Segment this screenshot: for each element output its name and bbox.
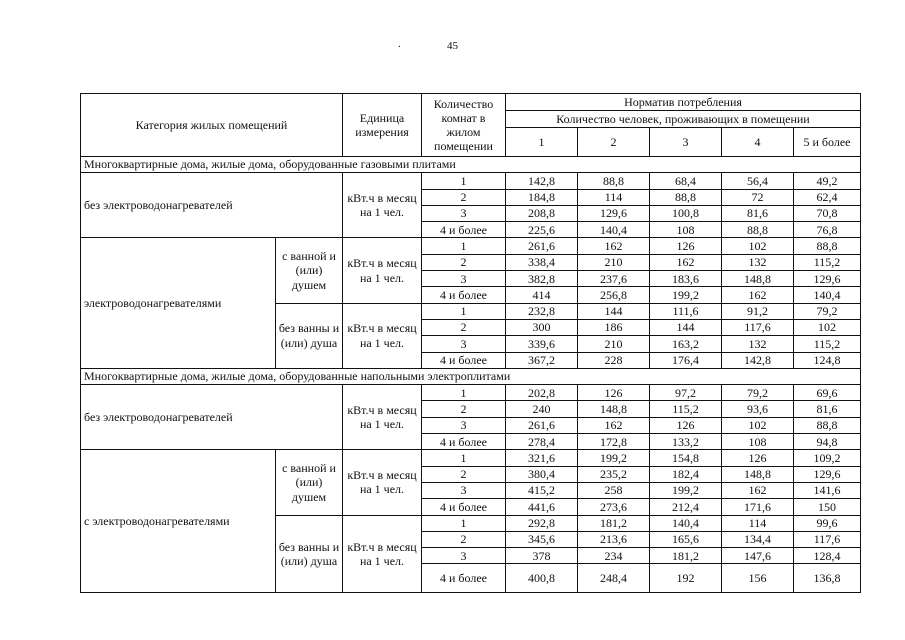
value-cell: 76,8 bbox=[794, 222, 861, 238]
value-cell: 70,8 bbox=[794, 205, 861, 221]
subgroup-label: с ванной и (или) душем bbox=[276, 450, 343, 515]
value-cell: 148,8 bbox=[722, 466, 794, 482]
rooms-cell: 1 bbox=[422, 385, 506, 401]
value-cell: 210 bbox=[578, 254, 650, 270]
value-cell: 441,6 bbox=[506, 499, 578, 515]
rooms-cell: 3 bbox=[422, 205, 506, 221]
value-cell: 144 bbox=[650, 319, 722, 335]
value-cell: 133,2 bbox=[650, 434, 722, 450]
value-cell: 117,6 bbox=[794, 531, 861, 547]
header-people: Количество человек, проживающих в помещении bbox=[506, 111, 861, 128]
value-cell: 414 bbox=[506, 287, 578, 303]
value-cell: 62,4 bbox=[794, 189, 861, 205]
value-cell: 345,6 bbox=[506, 531, 578, 547]
page-number: 45 bbox=[447, 40, 458, 52]
value-cell: 162 bbox=[578, 417, 650, 433]
unit-cell: кВт.ч в месяц на 1 чел. bbox=[343, 450, 422, 515]
value-cell: 273,6 bbox=[578, 499, 650, 515]
rooms-cell: 3 bbox=[422, 548, 506, 564]
value-cell: 148,8 bbox=[722, 271, 794, 287]
unit-cell: кВт.ч в месяц на 1 чел. bbox=[343, 238, 422, 303]
header-rooms: Количество комнат в жилом помещении bbox=[422, 94, 506, 157]
rooms-cell: 2 bbox=[422, 319, 506, 335]
value-cell: 199,2 bbox=[650, 482, 722, 498]
value-cell: 256,8 bbox=[578, 287, 650, 303]
value-cell: 142,8 bbox=[722, 352, 794, 368]
value-cell: 88,8 bbox=[794, 238, 861, 254]
value-cell: 415,2 bbox=[506, 482, 578, 498]
value-cell: 338,4 bbox=[506, 254, 578, 270]
value-cell: 232,8 bbox=[506, 303, 578, 319]
value-cell: 278,4 bbox=[506, 434, 578, 450]
value-cell: 102 bbox=[794, 319, 861, 335]
unit-cell: кВт.ч в месяц на 1 чел. bbox=[343, 303, 422, 368]
value-cell: 156 bbox=[722, 564, 794, 593]
rooms-cell: 4 и более bbox=[422, 287, 506, 303]
value-cell: 181,2 bbox=[650, 548, 722, 564]
table-row bbox=[81, 173, 861, 189]
value-cell: 162 bbox=[650, 254, 722, 270]
value-cell: 129,6 bbox=[578, 205, 650, 221]
value-cell: 102 bbox=[722, 417, 794, 433]
value-cell: 199,2 bbox=[578, 450, 650, 466]
value-cell: 134,4 bbox=[722, 531, 794, 547]
value-cell: 142,8 bbox=[506, 173, 578, 189]
value-cell: 162 bbox=[578, 238, 650, 254]
rooms-cell: 3 bbox=[422, 271, 506, 287]
value-cell: 128,4 bbox=[794, 548, 861, 564]
value-cell: 124,8 bbox=[794, 352, 861, 368]
rooms-cell: 4 и более bbox=[422, 222, 506, 238]
table-row bbox=[81, 238, 861, 254]
section-row bbox=[81, 368, 861, 384]
value-cell: 144 bbox=[578, 303, 650, 319]
value-cell: 321,6 bbox=[506, 450, 578, 466]
value-cell: 108 bbox=[722, 434, 794, 450]
value-cell: 176,4 bbox=[650, 352, 722, 368]
value-cell: 237,6 bbox=[578, 271, 650, 287]
header-people-col: 5 и более bbox=[794, 128, 861, 157]
value-cell: 184,8 bbox=[506, 189, 578, 205]
rooms-cell: 2 bbox=[422, 466, 506, 482]
value-cell: 150 bbox=[794, 499, 861, 515]
rooms-cell: 1 bbox=[422, 450, 506, 466]
group-label: электроводонагревателями bbox=[81, 238, 276, 368]
value-cell: 132 bbox=[722, 336, 794, 352]
value-cell: 136,8 bbox=[794, 564, 861, 593]
rooms-cell: 4 и более bbox=[422, 499, 506, 515]
value-cell: 94,8 bbox=[794, 434, 861, 450]
group-label: с электроводонагревателями bbox=[81, 450, 276, 593]
section-title: Многоквартирные дома, жилые дома, оборудованные газовыми плитами bbox=[81, 157, 861, 173]
value-cell: 99,6 bbox=[794, 515, 861, 531]
value-cell: 147,6 bbox=[722, 548, 794, 564]
value-cell: 292,8 bbox=[506, 515, 578, 531]
value-cell: 240 bbox=[506, 401, 578, 417]
value-cell: 248,4 bbox=[578, 564, 650, 593]
value-cell: 115,2 bbox=[650, 401, 722, 417]
rooms-cell: 2 bbox=[422, 189, 506, 205]
value-cell: 186 bbox=[578, 319, 650, 335]
rooms-cell: 1 bbox=[422, 515, 506, 531]
value-cell: 154,8 bbox=[650, 450, 722, 466]
header-people-col: 3 bbox=[650, 128, 722, 157]
subgroup-label: без ванны и (или) душа bbox=[276, 303, 343, 368]
value-cell: 111,6 bbox=[650, 303, 722, 319]
value-cell: 367,2 bbox=[506, 352, 578, 368]
value-cell: 183,6 bbox=[650, 271, 722, 287]
section-row bbox=[81, 157, 861, 173]
value-cell: 126 bbox=[722, 450, 794, 466]
value-cell: 234 bbox=[578, 548, 650, 564]
value-cell: 129,6 bbox=[794, 271, 861, 287]
value-cell: 162 bbox=[722, 287, 794, 303]
rooms-cell: 4 и более bbox=[422, 352, 506, 368]
unit-cell: кВт.ч в месяц на 1 чел. bbox=[343, 173, 422, 238]
value-cell: 79,2 bbox=[722, 385, 794, 401]
value-cell: 163,2 bbox=[650, 336, 722, 352]
value-cell: 171,6 bbox=[722, 499, 794, 515]
value-cell: 140,4 bbox=[794, 287, 861, 303]
table-row bbox=[81, 450, 861, 466]
value-cell: 117,6 bbox=[722, 319, 794, 335]
group-label: без электроводонагревателей bbox=[81, 385, 343, 450]
value-cell: 88,8 bbox=[722, 222, 794, 238]
value-cell: 100,8 bbox=[650, 205, 722, 221]
page-dot-mark: . bbox=[398, 38, 401, 50]
value-cell: 210 bbox=[578, 336, 650, 352]
value-cell: 115,2 bbox=[794, 336, 861, 352]
value-cell: 126 bbox=[650, 417, 722, 433]
value-cell: 182,4 bbox=[650, 466, 722, 482]
rooms-cell: 4 и более bbox=[422, 434, 506, 450]
value-cell: 108 bbox=[650, 222, 722, 238]
value-cell: 79,2 bbox=[794, 303, 861, 319]
value-cell: 141,6 bbox=[794, 482, 861, 498]
value-cell: 400,8 bbox=[506, 564, 578, 593]
table-row bbox=[81, 385, 861, 401]
header-people-col: 4 bbox=[722, 128, 794, 157]
value-cell: 148,8 bbox=[578, 401, 650, 417]
header-unit: Единица измерения bbox=[343, 94, 422, 157]
subgroup-label: без ванны и (или) душа bbox=[276, 515, 343, 593]
value-cell: 115,2 bbox=[794, 254, 861, 270]
rooms-cell: 3 bbox=[422, 417, 506, 433]
value-cell: 261,6 bbox=[506, 417, 578, 433]
value-cell: 165,6 bbox=[650, 531, 722, 547]
unit-cell: кВт.ч в месяц на 1 чел. bbox=[343, 515, 422, 593]
rooms-cell: 3 bbox=[422, 336, 506, 352]
value-cell: 72 bbox=[722, 189, 794, 205]
value-cell: 213,6 bbox=[578, 531, 650, 547]
value-cell: 129,6 bbox=[794, 466, 861, 482]
value-cell: 81,6 bbox=[794, 401, 861, 417]
value-cell: 225,6 bbox=[506, 222, 578, 238]
value-cell: 126 bbox=[578, 385, 650, 401]
value-cell: 91,2 bbox=[722, 303, 794, 319]
value-cell: 162 bbox=[722, 482, 794, 498]
value-cell: 300 bbox=[506, 319, 578, 335]
value-cell: 81,6 bbox=[722, 205, 794, 221]
unit-cell: кВт.ч в месяц на 1 чел. bbox=[343, 385, 422, 450]
value-cell: 140,4 bbox=[650, 515, 722, 531]
value-cell: 88,8 bbox=[578, 173, 650, 189]
table-body bbox=[81, 157, 861, 593]
value-cell: 88,8 bbox=[794, 417, 861, 433]
value-cell: 339,6 bbox=[506, 336, 578, 352]
header-people-col: 2 bbox=[578, 128, 650, 157]
value-cell: 258 bbox=[578, 482, 650, 498]
rooms-cell: 2 bbox=[422, 531, 506, 547]
rooms-cell: 4 и более bbox=[422, 564, 506, 593]
rooms-cell: 1 bbox=[422, 173, 506, 189]
rooms-cell: 3 bbox=[422, 482, 506, 498]
value-cell: 181,2 bbox=[578, 515, 650, 531]
value-cell: 212,4 bbox=[650, 499, 722, 515]
value-cell: 228 bbox=[578, 352, 650, 368]
value-cell: 235,2 bbox=[578, 466, 650, 482]
value-cell: 93,6 bbox=[722, 401, 794, 417]
rooms-cell: 1 bbox=[422, 238, 506, 254]
value-cell: 102 bbox=[722, 238, 794, 254]
value-cell: 68,4 bbox=[650, 173, 722, 189]
value-cell: 140,4 bbox=[578, 222, 650, 238]
value-cell: 261,6 bbox=[506, 238, 578, 254]
value-cell: 109,2 bbox=[794, 450, 861, 466]
value-cell: 56,4 bbox=[722, 173, 794, 189]
rooms-cell: 1 bbox=[422, 303, 506, 319]
value-cell: 199,2 bbox=[650, 287, 722, 303]
consumption-norms-table bbox=[80, 93, 861, 593]
value-cell: 192 bbox=[650, 564, 722, 593]
section-title: Многоквартирные дома, жилые дома, оборудованные напольными электроплитами bbox=[81, 368, 861, 384]
subgroup-label: с ванной и (или) душем bbox=[276, 238, 343, 303]
value-cell: 172,8 bbox=[578, 434, 650, 450]
header-norm: Норматив потребления bbox=[506, 94, 861, 111]
value-cell: 378 bbox=[506, 548, 578, 564]
table-header bbox=[81, 94, 861, 157]
value-cell: 114 bbox=[722, 515, 794, 531]
value-cell: 97,2 bbox=[650, 385, 722, 401]
group-label: без электроводонагревателей bbox=[81, 173, 343, 238]
value-cell: 382,8 bbox=[506, 271, 578, 287]
rooms-cell: 2 bbox=[422, 401, 506, 417]
value-cell: 132 bbox=[722, 254, 794, 270]
value-cell: 126 bbox=[650, 238, 722, 254]
value-cell: 88,8 bbox=[650, 189, 722, 205]
value-cell: 69,6 bbox=[794, 385, 861, 401]
value-cell: 202,8 bbox=[506, 385, 578, 401]
header-people-col: 1 bbox=[506, 128, 578, 157]
rooms-cell: 2 bbox=[422, 254, 506, 270]
header-category: Категория жилых помещений bbox=[81, 94, 343, 157]
value-cell: 208,8 bbox=[506, 205, 578, 221]
value-cell: 49,2 bbox=[794, 173, 861, 189]
value-cell: 380,4 bbox=[506, 466, 578, 482]
value-cell: 114 bbox=[578, 189, 650, 205]
